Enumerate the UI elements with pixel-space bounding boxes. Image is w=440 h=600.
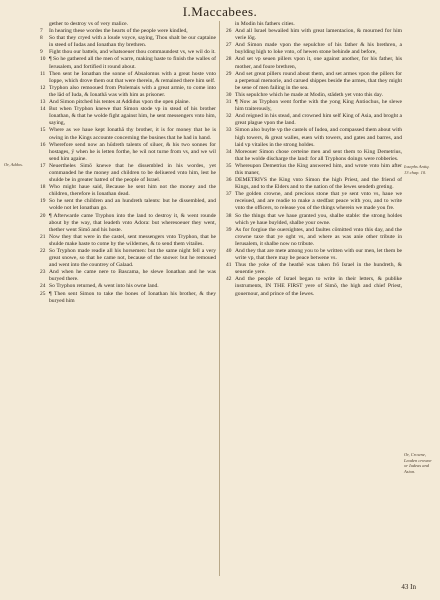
verse-number: 39 [226, 226, 232, 233]
verse [226, 42, 402, 56]
verse-number: 10 [40, 56, 46, 63]
verse-text: Wherefore send now an hūdreth talents of siluer, & his two sonnes for hostages, ÿ when he is letten forthe, he wil not turne from vs, and we wil send him againe. [49, 141, 216, 162]
verse-number: 14 [40, 106, 46, 113]
verse [40, 234, 216, 248]
verse-number: 20 [40, 212, 46, 219]
verse-number: 35 [226, 162, 232, 169]
verse [40, 28, 216, 35]
verse-text: DEMETRIVS the King vnto Simon the high Priest, and the friend of Kings, and to the Elders and to the nation of the Iewes sendeth greting. [235, 177, 402, 191]
verse-text: Fight thou our battels, and whatsoeuer thou commaundest vs, we wil do it. [49, 49, 216, 56]
verse-number: 13 [40, 99, 46, 106]
verse-text: The golden crowne, and precious stone that ye sent vnto vs, haue we receiued, and are readie to make a stedfast peace with you, and to write vnto the officers, to release you of the things wherein we made you fre. [235, 191, 402, 212]
verse [226, 248, 402, 262]
verse-text: So the things that we haue granted you, shalbe stable: the strong holdes which ye haue buylded, shalbe your owne. [235, 212, 402, 226]
verse-text: Tryphon also remooued from Ptolemais with a great armie, to come into the lād of Iuda, & Ionathā was with him as prisoner. [49, 84, 216, 98]
verse-number: 25 [40, 290, 46, 297]
verse [40, 163, 216, 184]
right-column [226, 21, 402, 298]
margin-note-left: Or, Addos. [4, 162, 24, 167]
verse-text: As for forgiue the ouersightes, and faultes cōmitted vnto this day, and the crowne taxe that ye oght vs, and where as was anie other tribute in Ierusalem, it shalbe now no tribute. [235, 226, 402, 247]
verse-number: 40 [226, 248, 232, 254]
verse-number: 8 [40, 35, 43, 42]
verse-text: Simon also buylte vp the castels of Iudea, and compassed them about with high towers, & great walles, euen with towers, and gates and barres, and laid vp vitailes in the strong holdes. [235, 127, 402, 148]
verse-number: 11 [40, 70, 46, 77]
verse [40, 213, 216, 234]
verse-text: And Simon pitched his tentes at Addidus vpon the open plaine. [49, 99, 190, 106]
verse [226, 28, 402, 42]
verse-text: And they that are mete among you to be written with our men, let them be write vp, that there may be peace betwene vs. [235, 248, 402, 262]
verse-text: Whereupon Demetrius the King answered him, and wrote vnto him after this maner, [235, 162, 402, 176]
verse [40, 269, 216, 283]
verse-number: 12 [40, 84, 46, 91]
verse [40, 248, 216, 269]
verse-text: And set vp seuen pillers vpon it, one against another, for his father, his mother, and foure brethren, [235, 56, 402, 70]
verse-text: Where as we haue kept Ionathā thy brother, it is for money that he is owing in the Kings accounte concerning the busines that he had in hand. [49, 127, 216, 141]
verse-text: And Simon made vpon the sepulchre of his father & his brethren, a buylding high to loke vnto, of hewen stone behinde and before, [235, 42, 402, 56]
verse [40, 56, 216, 70]
verse-text: So Tryphon returned, & went into his owne land. [49, 283, 159, 290]
verse-number: 31 [226, 99, 232, 106]
verse-text: Thus the yoke of the heathē was taken frō Israel in the hundreth, & seuentie yere. [235, 262, 402, 276]
verse-number: 30 [226, 91, 232, 98]
verse [226, 113, 402, 127]
verse [40, 291, 216, 305]
verse [226, 276, 402, 297]
verse-number: 7 [40, 28, 43, 35]
verse-text: So that they cryed with a loude voyce, saying, Thou shalt be our captaine in steed of Iudas and Ionathan thy brethren. [49, 35, 216, 49]
verse [226, 56, 402, 70]
margin-note-right-a: Iosephs Antiq. 13 chap. 10. [404, 164, 430, 175]
verse-number: 26 [226, 28, 232, 35]
running-head-title: I.Maccabees. [182, 4, 258, 19]
verse-text: And all Israel bewailed him with great lamentacion, & mourned for him verie lōg. [235, 28, 402, 42]
margin-note-right-b: Or, Crowne, Leaden crowne or Iudeas and Asion. [404, 452, 432, 474]
verse [40, 283, 216, 290]
verse [226, 71, 402, 92]
verse [226, 163, 402, 177]
verse-number: 21 [40, 233, 46, 240]
verse-text: But when Tryphon knewe that Simon stode vp in stead of his brother Ionathan, & that he wolde fight against him, he sent messengers vnto him, saying, [49, 106, 216, 127]
verse [40, 71, 216, 85]
verse-number: 15 [40, 127, 46, 134]
verse-number: 36 [226, 177, 232, 184]
verse-number: 32 [226, 113, 232, 120]
verse-text: In hearing these wordes the hearts of the people were kindled, [49, 28, 188, 35]
verse-number: 18 [40, 184, 46, 191]
verse-text: Who might haue said, Because he sent him not the money and the children, therefore is Ionathan dead. [49, 184, 216, 198]
verse-number: 37 [226, 191, 232, 198]
folio-catchword: 43 In [401, 583, 416, 591]
verse [40, 85, 216, 99]
verse-number: 24 [40, 283, 46, 290]
verse [226, 177, 402, 191]
verse-number: 17 [40, 162, 46, 169]
verse-text: in Modin his fathers cities. [235, 21, 295, 27]
verse-number: 41 [226, 262, 232, 269]
verse-number: 42 [226, 276, 232, 283]
verse [226, 213, 402, 227]
verse-text: ¶ Then sent Simon to take the bones of Ionathan his brother, & they buryed him [49, 290, 216, 304]
verse-text: So Tryphon made readie all his horsemen: but the same night fell a very great snowe, so that he came not, because of the snowe: but he remoued and went into the countrey of Galaad. [49, 248, 216, 269]
verse-number: 23 [40, 269, 46, 276]
verse-text: Neuertheles Simō knewe that he dissembled in his wordes, yet commanded he the money and children to be deliuered vnto him, lest he shulde be in greater hatred of the people of Israel. [49, 162, 216, 184]
verse [40, 35, 216, 49]
verse-text: ¶ So he gathered all the men of warre, making haste to finish the walles of Ierusalem, and fortified it round about. [49, 56, 216, 70]
verse-number: 22 [40, 248, 46, 254]
verse-text: And reigned in his stead, and crowned him self King of Asia, and broght a great plague vpon the land. [235, 113, 402, 127]
verse [226, 99, 402, 113]
verse-text: Now they that were in the castel, sent messengers vnto Tryphon, that he shulde make haste to come by the wildernes, & to send them vitailes. [49, 233, 216, 247]
verse-text: So he sent the children and an hundreth talents: but he dissembled, and wolde not let Ionathan go. [49, 198, 216, 212]
verse [226, 149, 402, 163]
verse-text: And set great pillers round about them, and set armes vpon the pillers for a perpetual memorie, and carued shippes beside the armes, that they might be sene of men failing in the sea. [235, 70, 402, 91]
verse [40, 127, 216, 141]
verse [40, 198, 216, 212]
verse-number: 19 [40, 198, 46, 205]
left-column [40, 21, 216, 305]
verse [226, 262, 402, 276]
verse-text: ¶ Now as Tryphon went forthe with the yong King Antiochus, he slewe him traiterously, [235, 99, 402, 113]
verse-number: 33 [226, 127, 232, 134]
verse-number: 38 [226, 212, 232, 219]
verse-number: 28 [226, 56, 232, 63]
verse-number: 27 [226, 42, 232, 49]
verse-number: 29 [226, 70, 232, 77]
verse [226, 227, 402, 248]
verse [40, 184, 216, 198]
verse-text: Then sent he Ionathan the sonne of Absalomus with a great hoste vnto Ioppe, which drove them out that were therein, & remained there him self. [49, 70, 216, 84]
verse-number: 9 [40, 49, 43, 56]
verse-text: And the people of Israel began to write in their letters, & publike instruments, IN THE FIRST yere of Simō, the high and chief Priest, gouernour, and prince of the Iewes. [235, 276, 402, 297]
verse-number: 34 [226, 148, 232, 155]
verse-text: Moreouer Simon chose certeine men and sent them to King Demetrius, that he wolde discharge the land: for all Tryphons doings were robberies. [235, 148, 402, 162]
verse [226, 191, 402, 212]
verse [226, 92, 402, 99]
verse [226, 127, 402, 148]
verse-text: This sepulchre which he made at Modin, stādeth yet vnto this day. [235, 91, 383, 98]
verse-number: 16 [40, 141, 46, 148]
verse-text: ¶ Afterwarde came Tryphon into the land to destroy it, & went rounde about by the way, that leadeth vnto Adora: but wheresoeuer they went, thether went Simō and his hoste. [49, 212, 216, 233]
column-divider [219, 21, 220, 576]
verse-text: And when he came nere to Bascama, he slewe Ionathan and he was buryed there. [49, 269, 216, 283]
verse [40, 142, 216, 163]
verse-text: gether to destroy vs of very malice. [49, 21, 129, 27]
verse [40, 106, 216, 127]
